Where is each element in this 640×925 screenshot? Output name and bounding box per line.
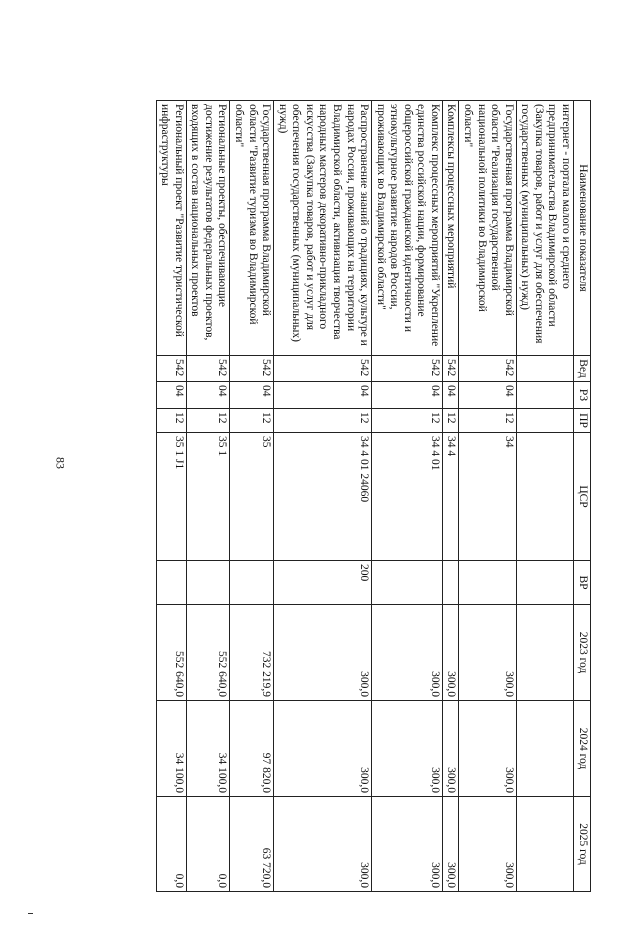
cell-name: Государственная программа Владимирской области "Развитие туризма во Владимирской области": [230, 101, 274, 356]
cell-2025: 0,0: [156, 797, 186, 892]
cell-vr: [156, 561, 186, 605]
table-row: [442, 101, 459, 892]
cell-2023: 300,0: [459, 605, 516, 701]
cell-2024: 34 100,0: [186, 701, 230, 797]
cell-2023: 300,0: [274, 605, 372, 701]
cell-2024: 300,0: [274, 701, 372, 797]
cell-ved: 542: [156, 356, 186, 382]
cell-csr: 35 1 J1: [156, 433, 186, 561]
cell-2025: 300,0: [274, 797, 372, 892]
cell-name: Государственная программа Владимирской области "Реализация государственной национальной политики во Владимирской области": [459, 101, 516, 356]
cell-rz: 04: [442, 382, 459, 409]
header-vr: ВР: [574, 561, 591, 605]
cell-pr: 12: [186, 409, 230, 433]
cell-name: интернет - портала малого и среднего предпринимательства Владимирской области (Закупка товаров, работ и услуг для обеспечения государственных (муниципальных) нужд): [516, 101, 573, 356]
cell-rz: [516, 382, 573, 409]
cell-2023: 552 640,0: [156, 605, 186, 701]
cell-pr: 12: [274, 409, 372, 433]
cell-2023: [516, 605, 573, 701]
cell-pr: 12: [156, 409, 186, 433]
cell-vr: [230, 561, 274, 605]
cell-2024: 300,0: [459, 701, 516, 797]
cell-ved: 542: [186, 356, 230, 382]
rotated-page-content: [96, 100, 591, 891]
cell-ved: 542: [459, 356, 516, 382]
cell-vr: [459, 561, 516, 605]
margin-mark: [28, 913, 33, 914]
header-csr: ЦСР: [574, 433, 591, 561]
cell-name: Региональные проекты, обеспечивающие достижение результатов федеральных проектов, входящих в состав национальных проектов: [186, 101, 230, 356]
cell-pr: [516, 409, 573, 433]
header-rz: РЗ: [574, 382, 591, 409]
cell-2024: [516, 701, 573, 797]
cell-rz: 04: [186, 382, 230, 409]
cell-2025: 63 720,0: [230, 797, 274, 892]
cell-2023: 300,0: [372, 605, 443, 701]
cell-2024: 300,0: [442, 701, 459, 797]
cell-vr: 200: [274, 561, 372, 605]
cell-pr: 12: [459, 409, 516, 433]
cell-csr: 34 4 01 24060: [274, 433, 372, 561]
cell-vr: [186, 561, 230, 605]
cell-rz: 04: [230, 382, 274, 409]
cell-rz: 04: [156, 382, 186, 409]
header-2024: 2024 год: [574, 701, 591, 797]
header-name: Наименование показателя: [574, 101, 591, 356]
cell-csr: 34 4: [442, 433, 459, 561]
cell-name: Распространение знаний о традициях, культуре и народах России, проживающих на территории Владимирской области, активизация творчества народных мастеров декоративно-прикладного искусства (Закупка товаров, работ и услуг для обеспечения государственных (муниципальных) нужд): [274, 101, 372, 356]
table-row: [186, 101, 230, 892]
cell-csr: 35 1: [186, 433, 230, 561]
cell-ved: [516, 356, 573, 382]
cell-rz: 04: [372, 382, 443, 409]
cell-2023: 552 640,0: [186, 605, 230, 701]
table-row: [372, 101, 443, 892]
cell-csr: 35: [230, 433, 274, 561]
cell-vr: [442, 561, 459, 605]
cell-ved: 542: [372, 356, 443, 382]
page-number: 83: [53, 457, 68, 469]
table-row: [156, 101, 186, 892]
cell-2024: 300,0: [372, 701, 443, 797]
cell-csr: 34 4 01: [372, 433, 443, 561]
cell-2023: 300,0: [442, 605, 459, 701]
cell-2023: 732 219,9: [230, 605, 274, 701]
cell-ved: 542: [274, 356, 372, 382]
cell-rz: 04: [274, 382, 372, 409]
cell-name: Комплекс процессных мероприятий "Укрепление единства российской нации, формирование общероссийской гражданской идентичности и этнокультурное развитие народов России, проживающих во Владимирской области": [372, 101, 443, 356]
cell-2025: 300,0: [459, 797, 516, 892]
table-row: [459, 101, 516, 892]
cell-vr: [372, 561, 443, 605]
budget-table: [156, 100, 591, 892]
header-2023: 2023 год: [574, 605, 591, 701]
table-row: [516, 101, 573, 892]
cell-ved: 542: [230, 356, 274, 382]
cell-2025: 300,0: [442, 797, 459, 892]
cell-name: Комплексы процессных мероприятий: [442, 101, 459, 356]
cell-2025: 0,0: [186, 797, 230, 892]
header-pr: ПР: [574, 409, 591, 433]
cell-csr: 34: [459, 433, 516, 561]
cell-pr: 12: [442, 409, 459, 433]
cell-ved: 542: [442, 356, 459, 382]
cell-csr: [516, 433, 573, 561]
cell-name: Региональный проект "Развитие туристической инфраструктуры: [156, 101, 186, 356]
header-2025: 2025 год: [574, 797, 591, 892]
cell-rz: 04: [459, 382, 516, 409]
cell-pr: 12: [372, 409, 443, 433]
table-row: [230, 101, 274, 892]
cell-vr: [516, 561, 573, 605]
cell-2025: [516, 797, 573, 892]
header-ved: Вед: [574, 356, 591, 382]
cell-2024: 34 100,0: [156, 701, 186, 797]
cell-2025: 300,0: [372, 797, 443, 892]
cell-2024: 97 820,0: [230, 701, 274, 797]
cell-pr: 12: [230, 409, 274, 433]
table-header-row: [574, 101, 591, 892]
table-row: [274, 101, 372, 892]
